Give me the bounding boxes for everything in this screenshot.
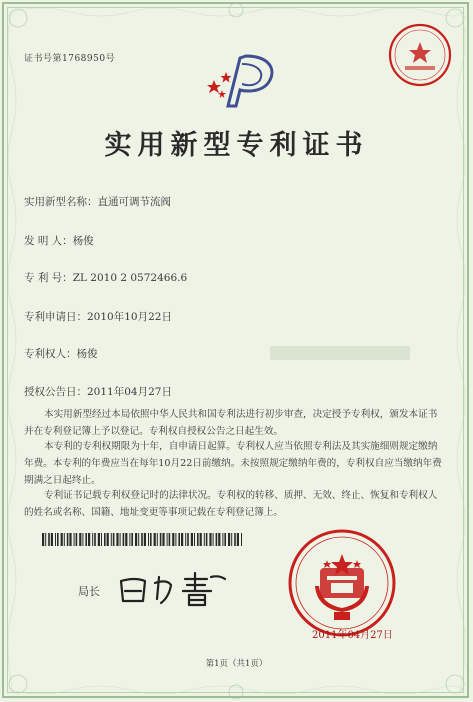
national-ip-office-seal <box>287 528 397 638</box>
field-value: ZL 2010 2 0572466.6 <box>72 272 188 284</box>
field-inventor <box>24 233 94 248</box>
certificate-number: 证书号第1768950号 <box>24 54 116 64</box>
page-number: 第1页（共1页） <box>205 659 268 669</box>
field-value: 杨俊 <box>76 348 98 360</box>
paragraph-text: 专利证书记载专利权登记时的法律状况。专利权的转移、质押、无效、终止、恢复和专利权人的姓名或名称、国籍、地址变更等事项记载在专利登记簿上。 <box>24 490 438 518</box>
body-paragraph-grant <box>24 406 444 440</box>
field-label: 专利权人： <box>24 348 77 360</box>
examination-seal-small <box>387 22 453 88</box>
director-label: 局长 <box>78 585 100 598</box>
field-value: 直通可调节流阀 <box>97 196 171 208</box>
field-value: 杨俊 <box>72 235 94 247</box>
field-label: 专 利 号： <box>24 272 73 284</box>
body-paragraph-term <box>24 438 444 489</box>
field-value: 2011年04月27日 <box>87 386 172 398</box>
field-label: 专利申请日： <box>24 311 87 323</box>
field-label: 实用新型名称： <box>24 196 98 208</box>
body-paragraph-legal-status <box>24 487 444 521</box>
background-watermark-band <box>270 346 410 360</box>
field-patent-number <box>24 270 187 285</box>
paragraph-text: 本实用新型经过本局依照中华人民共和国专利法进行初步审查，决定授予专利权，颁发本证书并在专利登记簿上予以登记。专利权自授权公告之日起生效。 <box>24 409 438 437</box>
field-value: 2010年10月22日 <box>87 311 172 323</box>
field-label: 发 明 人： <box>24 235 73 247</box>
field-utility-model-name <box>24 194 171 209</box>
certificate-title: 实用新型专利证书 <box>104 130 369 161</box>
field-label: 授权公告日： <box>24 386 87 398</box>
field-grant-announcement-date <box>24 384 172 399</box>
director-signature <box>115 569 230 609</box>
field-patentee <box>24 346 98 361</box>
barcode <box>42 533 242 546</box>
field-application-date <box>24 309 172 324</box>
seal-issue-date: 2011年04月27日 <box>312 630 393 641</box>
patent-office-logo <box>206 50 278 108</box>
paragraph-text: 本专利的专利权期限为十年，自申请日起算。专利权人应当依照专利法及其实施细则规定缴纳年费。本专利的年费应当在每年10月22日前缴纳。未按照规定缴纳年费的，专利权自应当缴纳年费期满之日起终止。 <box>24 441 442 486</box>
